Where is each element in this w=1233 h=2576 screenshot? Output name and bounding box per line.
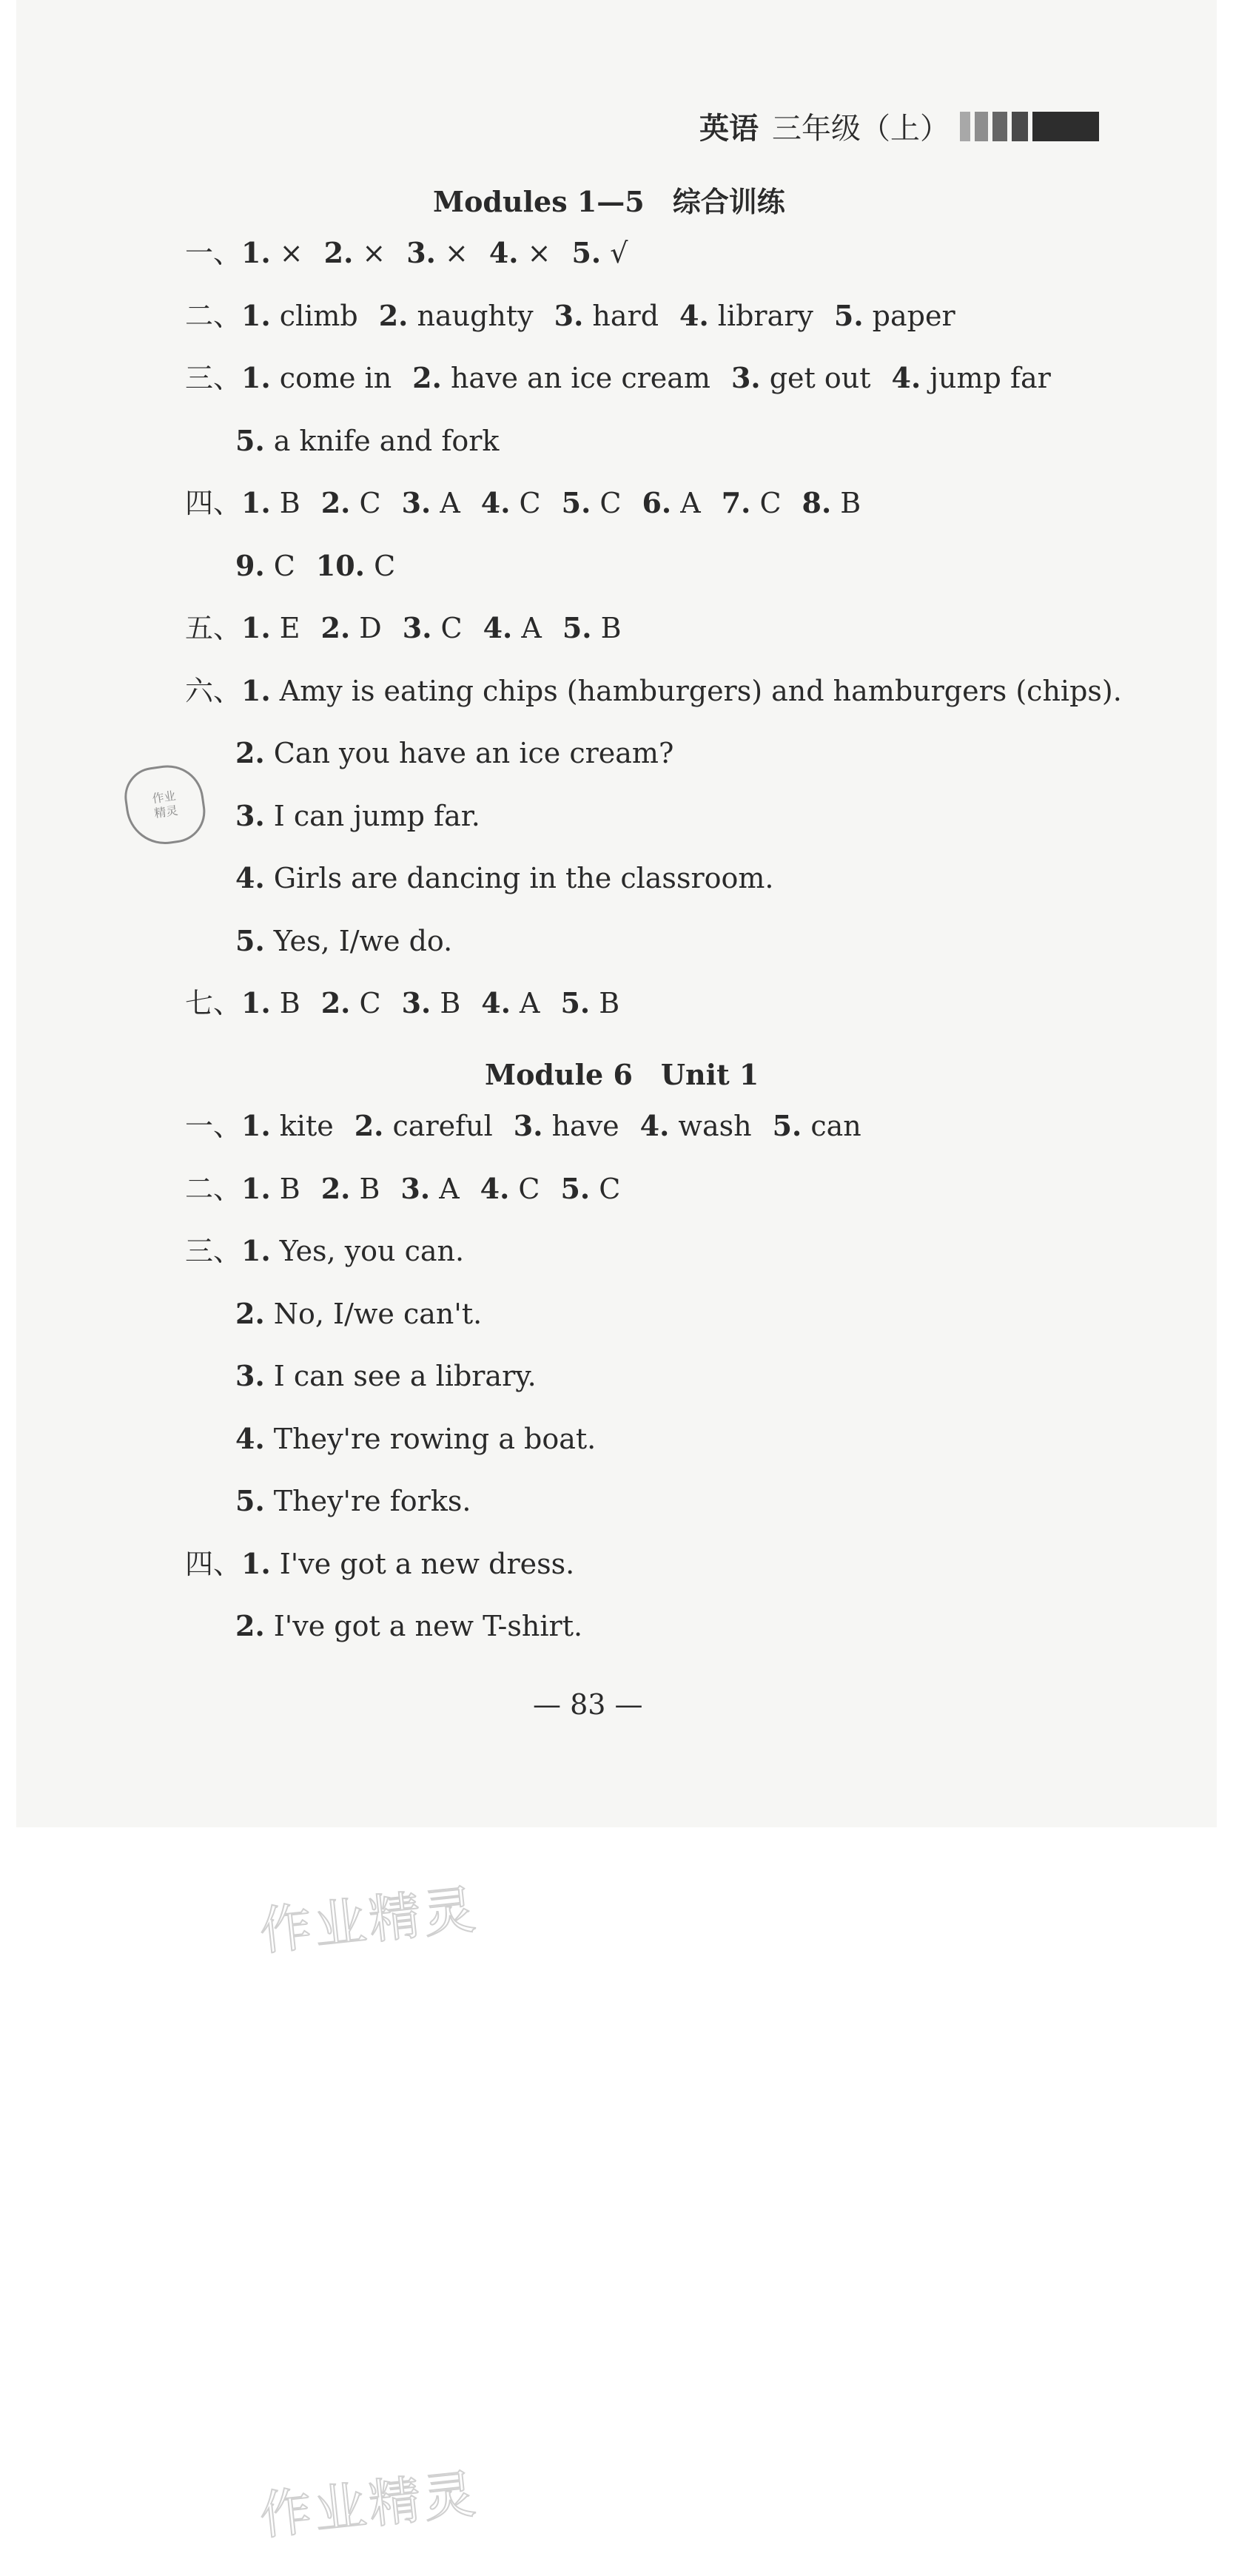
item-number: 5.: [561, 486, 591, 519]
item-number: 1.: [241, 298, 271, 332]
item-number: 1.: [241, 611, 271, 644]
item-answer: naughty: [417, 299, 534, 332]
item-number: 9.: [235, 548, 265, 582]
item-number: 2.: [378, 298, 409, 332]
item-number: 3.: [235, 1359, 265, 1392]
item-answer: a knife and fork: [273, 424, 500, 457]
item-number: 2.: [354, 1109, 384, 1142]
item-answer: No, I/we can't.: [273, 1297, 483, 1330]
item-number: 2.: [235, 1296, 265, 1330]
item-answer: library: [717, 299, 813, 332]
answer-line: [185, 1171, 620, 1207]
section-title-module-6-unit-1: Module 6 Unit 1: [485, 1058, 759, 1091]
item-number: 8.: [802, 486, 832, 519]
item-answer: Girls are dancing in the classroom.: [273, 862, 774, 894]
item-number: 4.: [891, 361, 921, 394]
item-answer: A: [521, 612, 542, 644]
item-answer: B: [279, 487, 300, 519]
item-answer: B: [840, 487, 861, 519]
item-answer: I can see a library.: [273, 1360, 537, 1392]
item-number: 5.: [560, 1171, 591, 1205]
item-number: 4.: [235, 1421, 265, 1455]
question-group-number: 五、: [185, 612, 242, 644]
watermark-upper: 作业精灵: [257, 1878, 482, 1963]
item-number: 2.: [320, 611, 351, 644]
item-number: 1.: [241, 1109, 271, 1142]
item-number: 7.: [721, 486, 751, 519]
item-answer: C: [273, 549, 295, 582]
item-number: 5.: [562, 611, 592, 644]
item-answer: A: [680, 487, 701, 519]
item-number: 3.: [400, 1171, 431, 1205]
item-number: 1.: [241, 1234, 271, 1267]
item-answer: have: [551, 1110, 619, 1142]
item-number: 1.: [241, 486, 271, 519]
item-number: 6.: [642, 486, 672, 519]
answer-line: [185, 610, 622, 646]
page-header: [699, 105, 1099, 147]
page-number: — 83 —: [533, 1688, 643, 1721]
item-answer: C: [599, 487, 622, 519]
item-answer: get out: [769, 362, 871, 394]
item-number: 5.: [235, 423, 265, 457]
item-number: 5.: [560, 986, 591, 1019]
item-number: 5.: [571, 236, 602, 269]
item-answer: Yes, I/we do.: [273, 924, 453, 957]
item-number: 5.: [833, 298, 864, 332]
grade-label: 三年级（上）: [772, 112, 950, 146]
item-number: 4.: [481, 986, 511, 1019]
item-number: 1.: [241, 986, 271, 1019]
item-number: 2.: [320, 986, 351, 1019]
item-answer: ×: [445, 237, 468, 269]
item-answer: wash: [678, 1110, 752, 1142]
item-answer: A: [440, 487, 460, 519]
item-answer: I've got a new T-shirt.: [273, 1610, 583, 1642]
item-answer: A: [520, 987, 540, 1019]
item-answer: climb: [279, 299, 358, 332]
item-answer: C: [519, 487, 541, 519]
item-answer: C: [440, 612, 463, 644]
item-answer: C: [518, 1172, 540, 1205]
item-number: 2.: [320, 1171, 351, 1205]
item-answer: C: [759, 487, 782, 519]
item-answer: I've got a new dress.: [279, 1547, 575, 1580]
item-number: 3.: [406, 236, 436, 269]
item-answer: B: [279, 987, 300, 1019]
answer-line: [185, 673, 1122, 709]
item-number: 4.: [235, 861, 265, 894]
item-number: 3.: [401, 486, 431, 519]
answer-line: [235, 1358, 537, 1394]
item-answer: Can you have an ice cream?: [273, 737, 674, 769]
answer-line: [235, 1421, 596, 1457]
item-number: 5.: [235, 1484, 265, 1517]
item-answer: E: [279, 612, 300, 644]
answer-line: [235, 1483, 471, 1519]
item-answer: have an ice cream: [450, 362, 710, 394]
item-number: 2.: [412, 361, 442, 394]
answer-line: [185, 485, 861, 521]
header-decoration-bars: [960, 112, 1099, 141]
item-number: 3.: [402, 611, 432, 644]
item-answer: B: [599, 987, 620, 1019]
item-answer: C: [599, 1172, 621, 1205]
item-answer: They're forks.: [273, 1485, 471, 1517]
question-group-number: 三、: [185, 1235, 242, 1267]
item-number: 2.: [323, 236, 354, 269]
item-answer: careful: [392, 1110, 493, 1142]
answer-line: [185, 1108, 861, 1144]
item-number: 5.: [235, 923, 265, 957]
subject-label: 英语: [699, 112, 759, 146]
item-number: 1.: [241, 1546, 271, 1580]
item-number: 1.: [241, 236, 271, 269]
answer-line: [185, 1546, 574, 1582]
section-title-modules-1-5: Modules 1—5 综合训练: [433, 185, 785, 218]
answer-line: [235, 798, 480, 834]
item-number: 1.: [241, 361, 271, 394]
item-answer: can: [810, 1110, 861, 1142]
item-answer: C: [359, 987, 381, 1019]
item-number: 4.: [480, 1171, 510, 1205]
answer-line: [185, 1233, 464, 1269]
item-number: 4.: [488, 236, 519, 269]
answer-line: [185, 235, 628, 271]
item-answer: paper: [872, 299, 955, 332]
item-answer: ×: [362, 237, 386, 269]
item-answer: Amy is eating chips (hamburgers) and hamburgers (chips).: [279, 674, 1122, 707]
item-number: 4.: [679, 298, 709, 332]
item-number: 3.: [235, 798, 265, 832]
answer-line: [235, 423, 499, 459]
item-answer: B: [359, 1172, 380, 1205]
answer-line: [235, 548, 395, 584]
question-group-number: 一、: [185, 1110, 242, 1142]
item-answer: kite: [279, 1110, 334, 1142]
question-group-number: 一、: [185, 237, 242, 269]
answer-line: [235, 860, 773, 896]
item-answer: Yes, you can.: [279, 1235, 465, 1267]
item-answer: ×: [527, 237, 551, 269]
seal-stamp: 作业 精灵: [121, 761, 209, 849]
item-number: 3.: [401, 986, 431, 1019]
item-answer: come in: [279, 362, 392, 394]
item-answer: √: [610, 237, 628, 269]
item-answer: D: [359, 612, 382, 644]
question-group-number: 四、: [185, 487, 242, 519]
answer-line: [235, 1608, 582, 1644]
item-answer: B: [279, 1172, 300, 1205]
item-number: 10.: [315, 548, 365, 582]
item-number: 4.: [480, 486, 511, 519]
item-answer: C: [359, 487, 381, 519]
question-group-number: 七、: [185, 987, 242, 1019]
item-answer: B: [600, 612, 622, 644]
item-number: 2.: [320, 486, 351, 519]
question-group-number: 四、: [185, 1547, 242, 1580]
question-group-number: 二、: [185, 1172, 242, 1205]
answer-line: [235, 1296, 482, 1332]
answer-line: [185, 985, 619, 1021]
item-number: 3.: [554, 298, 584, 332]
item-number: 3.: [730, 361, 761, 394]
item-number: 1.: [241, 673, 271, 707]
item-answer: A: [439, 1172, 460, 1205]
item-number: 5.: [772, 1109, 802, 1142]
item-answer: jump far: [930, 362, 1051, 394]
answer-line: [235, 735, 673, 771]
watermark-lower: 作业精灵: [257, 2463, 482, 2547]
answer-line: [185, 298, 955, 334]
item-number: 2.: [235, 1609, 265, 1642]
question-group-number: 六、: [185, 674, 242, 707]
item-answer: B: [440, 987, 461, 1019]
answer-line: [235, 923, 452, 959]
question-group-number: 三、: [185, 362, 242, 394]
item-answer: C: [374, 549, 396, 582]
answer-line: [185, 360, 1051, 396]
item-number: 2.: [235, 736, 265, 769]
item-answer: I can jump far.: [273, 799, 480, 832]
item-answer: They're rowing a boat.: [273, 1422, 597, 1455]
item-answer: hard: [592, 299, 659, 332]
question-group-number: 二、: [185, 299, 242, 332]
item-number: 4.: [483, 611, 513, 644]
item-number: 3.: [513, 1109, 543, 1142]
item-number: 4.: [639, 1109, 670, 1142]
item-number: 1.: [241, 1171, 271, 1205]
item-answer: ×: [279, 237, 303, 269]
